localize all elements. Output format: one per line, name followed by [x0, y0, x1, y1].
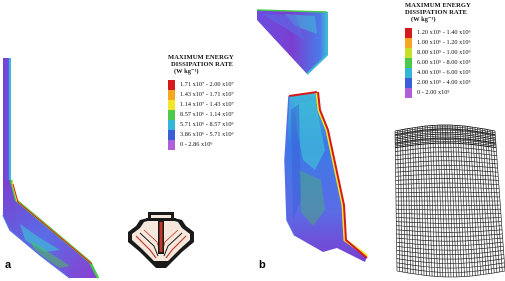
legend-range-label: 1.00 x10⁶ - 1.20 x10⁶: [417, 39, 471, 47]
legend-range-label: 4.00 x10⁵ - 6.00 x10⁵: [417, 69, 471, 77]
legend-swatch: [405, 38, 412, 48]
panel-label-a: a: [5, 259, 12, 271]
legend-swatch: [168, 130, 175, 140]
legend-entry: [405, 28, 471, 38]
legend-title-line2: DISSIPATION RATE: [171, 61, 234, 69]
legend-range-label: 1.20 x10⁶ - 1.40 x10⁶: [417, 29, 471, 37]
legend-entry: [168, 140, 234, 150]
legend-entry: [168, 100, 234, 110]
legend-swatch: [405, 28, 412, 38]
legend-swatch: [168, 110, 175, 120]
panel-b: [255, 0, 505, 281]
legend-range-label: 8.00 x10⁵ - 1.00 x10⁶: [417, 49, 471, 57]
legend-entry: [405, 78, 471, 88]
legend-entry: [168, 130, 234, 140]
legend-range-label: 6.00 x10⁵ - 8.00 x10⁵: [417, 59, 471, 67]
legend-swatch: [168, 80, 175, 90]
legend-range-label: 8.57 x10⁶ - 1.14 x10⁷: [180, 111, 234, 119]
legend-entry: [405, 68, 471, 78]
legend-title-line2: DISSIPATION RATE: [405, 9, 468, 17]
legend-range-label: 1.43 x10⁷ - 1.71 x10⁷: [180, 91, 234, 99]
legend-swatch: [168, 100, 175, 110]
legend-title-line1: MAXIMUM ENERGY: [405, 2, 471, 9]
legend-entry: [168, 110, 234, 120]
legend-swatch: [168, 90, 175, 100]
legend-a: [168, 54, 234, 150]
legend-range-label: 1.71 x10⁷ - 2.00 x10⁷: [180, 81, 234, 89]
contour-plot-a: [0, 0, 120, 281]
legend-swatch: [405, 48, 412, 58]
legend-range-label: 0 - 2.00 x10⁵: [417, 89, 450, 97]
legend-unit: (W kg⁻¹): [174, 68, 199, 76]
legend-entry: [405, 38, 471, 48]
mixer-schematic: [120, 206, 202, 272]
legend-entry: [168, 120, 234, 130]
legend-swatch: [168, 140, 175, 150]
legend-entry: [405, 58, 471, 68]
legend-b: [405, 2, 471, 98]
legend-swatch: [405, 68, 412, 78]
legend-unit: (W kg⁻¹): [411, 16, 436, 24]
legend-range-label: 5.71 x10⁶ - 8.57 x10⁶: [180, 121, 234, 129]
legend-entry: [405, 88, 471, 98]
mesh-wireframe: [391, 121, 505, 281]
legend-range-label: 1.14 x10⁷ - 1.43 x10⁷: [180, 101, 234, 109]
legend-entries: [405, 28, 471, 98]
legend-swatch: [168, 120, 175, 130]
legend-entry: [405, 48, 471, 58]
legend-entry: [168, 90, 234, 100]
legend-range-label: 3.86 x10⁶ - 5.71 x10⁶: [180, 131, 234, 139]
legend-swatch: [405, 88, 412, 98]
legend-title-line1: MAXIMUM ENERGY: [168, 54, 234, 61]
legend-swatch: [405, 58, 412, 68]
legend-range-label: 2.00 x10⁵ - 4.00 x10⁵: [417, 79, 471, 87]
legend-range-label: 0 - 2.86 x10⁶: [180, 141, 213, 149]
legend-swatch: [405, 78, 412, 88]
contour-plot-b: [255, 0, 395, 281]
panel-label-b: b: [259, 259, 266, 271]
legend-entry: [168, 80, 234, 90]
legend-entries: [168, 80, 234, 150]
